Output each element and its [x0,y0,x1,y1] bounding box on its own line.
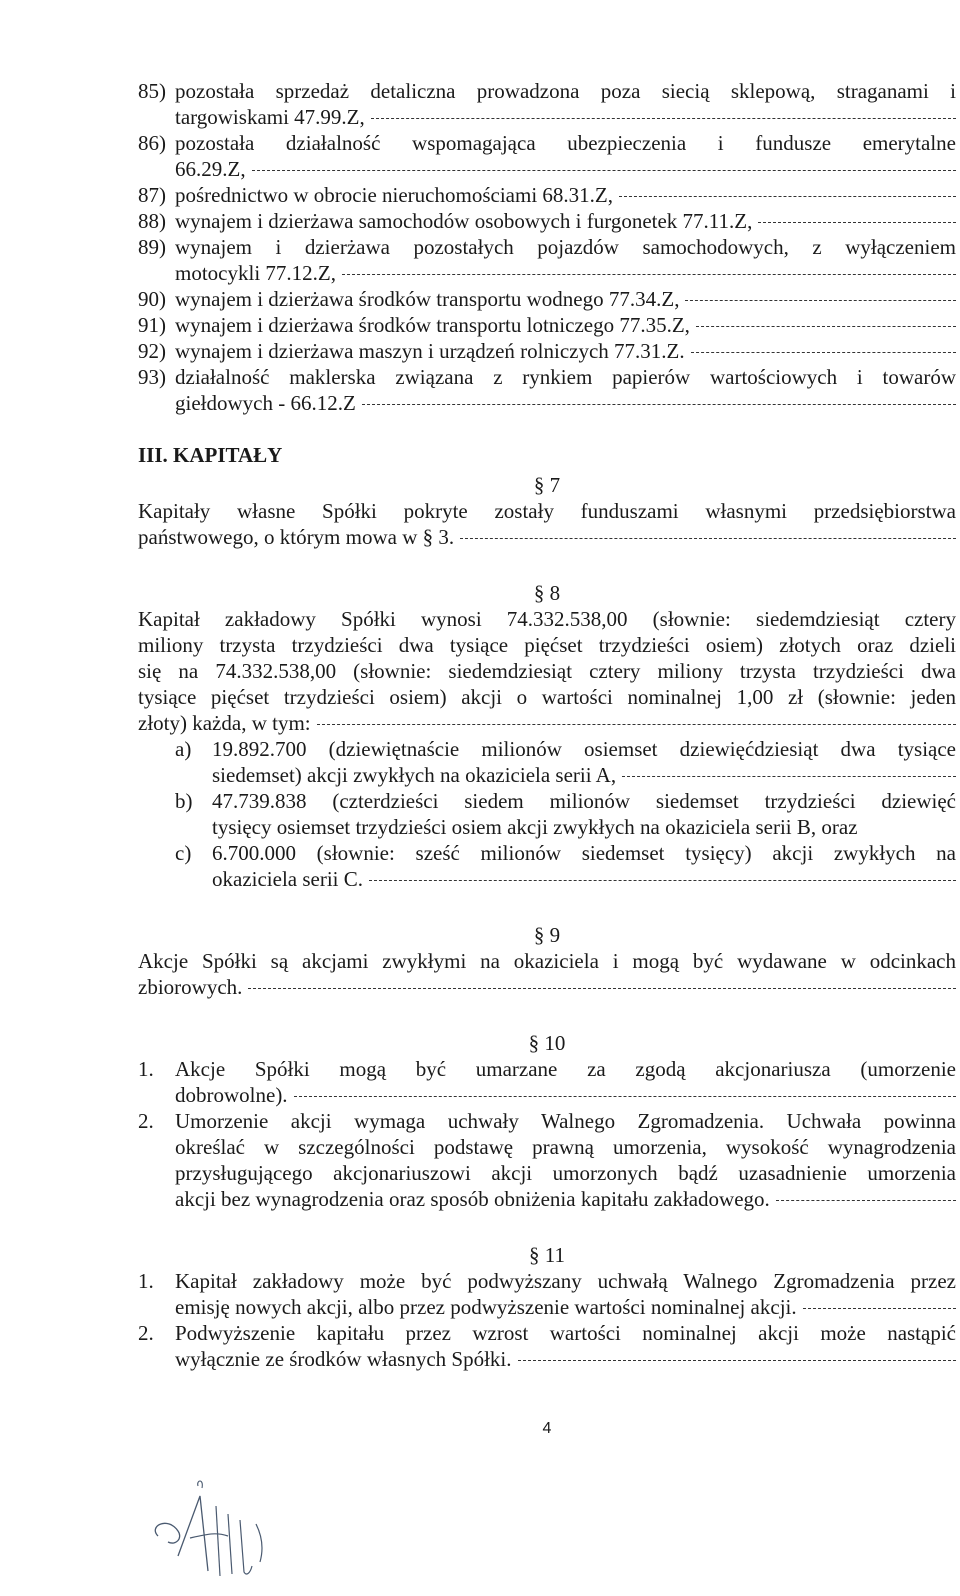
p7-tail: państwowego, o którym mowa w § 3. [138,525,455,549]
p11-text [175,1320,956,1372]
activity-number: 87) [138,183,166,207]
activity-last-line [175,208,956,234]
share-series-tail: tysięcy osiemset trzydzieści osiem akcji zwykłych na okaziciela serii B, oraz [212,815,858,839]
p9-last-line [138,974,956,1000]
p10-item [138,1056,956,1108]
activity-tail: wynajem i dzierżawa maszyn i urządzeń rolniczych 77.31.Z. [175,339,685,363]
activity-last-line [175,104,956,130]
p11-item [138,1268,956,1320]
document-page [138,78,956,1508]
activity-text [175,208,956,234]
dash-filler [369,880,956,881]
activity-item [138,286,956,312]
paragraph-8-share-list [138,736,956,892]
share-series-last-line [212,814,956,840]
activity-tail: wynajem i dzierżawa samochodów osobowych i furgonetek 77.11.Z, [175,209,753,233]
p7-line: Kapitały własne Spółki pokryte zostały funduszami własnymi przedsiębiorstwa [138,499,956,523]
p11-line: Kapitał zakładowy może być podwyższany uchwałą Walnego Zgromadzenia przez [175,1269,956,1293]
p11-label: 2. [138,1321,154,1345]
dash-filler [758,222,956,223]
p8-tail: złoty) każda, w tym: [138,711,311,735]
dash-filler [362,404,956,405]
paragraph-7-text [138,498,956,550]
p11-last-line [175,1346,956,1372]
share-series-last-line [212,866,956,892]
p8-last-line [138,710,956,736]
activity-last-line [175,156,956,182]
p11-line: Podwyższenie kapitału przez wzrost wartości nominalnej akcji może nastąpić [175,1321,956,1345]
activity-number: 92) [138,339,166,363]
activity-number: 85) [138,79,166,103]
activity-text [175,182,956,208]
p8-line: Kapitał zakładowy Spółki wynosi 74.332.538,00 (słownie: siedemdziesiąt cztery [138,607,956,631]
dash-filler [371,118,956,119]
dash-filler [342,274,956,275]
activity-tail: targowiskami 47.99.Z, [175,105,365,129]
activity-last-line [175,182,956,208]
paragraph-7-mark: § 7 [533,473,561,497]
activity-tail: giełdowych - 66.12.Z [175,391,356,415]
activity-item [138,182,956,208]
activity-tail: wynajem i dzierżawa środków transportu wodnego 77.34.Z, [175,287,680,311]
share-series-label: a) [175,737,192,761]
dash-filler [803,1308,956,1309]
activity-number: 93) [138,365,166,389]
p9-tail: zbiorowych. [138,975,243,999]
paragraph-8-mark: § 8 [533,581,561,605]
share-series-line: 47.739.838 (czterdzieści siedem milionów siedemset trzydzieści dziewięć [212,789,956,813]
activity-line: działalność maklerska związana z rynkiem papierów wartościowych i towarów [175,365,956,389]
p8-line: się na 74.332.538,00 (słownie: siedemdziesiąt cztery miliony trzysta trzydzieści dwa [138,659,956,683]
activity-item [138,338,956,364]
p10-line: Umorzenie akcji wymaga uchwały Walnego Zgromadzenia. Uchwała powinna [175,1109,956,1133]
section-heading: III. KAPITAŁY [138,443,283,467]
activity-text [175,286,956,312]
share-series-label: c) [175,841,192,865]
paragraph-11-mark: § 11 [529,1243,565,1267]
activity-tail: wynajem i dzierżawa środków transportu lotniczego 77.35.Z, [175,313,690,337]
p7-last-line [138,524,956,550]
p10-text [175,1056,956,1108]
p10-last-line [175,1186,956,1212]
activity-text [175,312,956,338]
dash-filler [776,1200,956,1201]
activity-last-line [175,390,956,416]
paragraph-8-text [138,606,956,736]
dash-filler [696,326,956,327]
p11-text [175,1268,956,1320]
activity-text [175,78,956,130]
activity-item [138,234,956,286]
activity-tail: 66.29.Z, [175,157,246,181]
dash-filler [685,300,956,301]
dash-filler [619,196,956,197]
activity-item [138,130,956,182]
share-series-text [212,788,956,840]
dash-filler [248,988,956,989]
activity-last-line [175,260,956,286]
activity-item [138,208,956,234]
p10-text [175,1108,956,1212]
dash-filler [252,170,956,171]
paragraph-9-mark: § 9 [533,923,561,947]
p10-item [138,1108,956,1212]
share-series-tail: siedemset) akcji zwykłych na okaziciela serii A, [212,763,617,787]
p10-label: 1. [138,1057,154,1081]
dash-filler [518,1360,956,1361]
activity-list [138,78,956,416]
activity-text [175,338,956,364]
share-series-line: 19.892.700 (dziewiętnaście milionów osiemset dziewięćdziesiąt dwa tysiące [212,737,956,761]
share-series-last-line [212,762,956,788]
p11-label: 1. [138,1269,154,1293]
share-series-label: b) [175,789,193,813]
activity-number: 91) [138,313,166,337]
activity-item [138,78,956,130]
paragraph-10-mark: § 10 [528,1031,566,1055]
p8-line: tysiące pięćset trzydzieści osiem) akcji o wartości nominalnej 1,00 zł (słownie: jeden [138,685,956,709]
dash-filler [317,724,956,725]
activity-item [138,364,956,416]
p9-line: Akcje Spółki są akcjami zwykłymi na okaziciela i mogą być wydawane w odcinkach [138,949,956,973]
p10-line: określać w szczególności podstawę prawną umorzenia, wysokość wynagrodzenia [175,1135,956,1159]
p11-tail: wyłącznie ze środków własnych Spółki. [175,1347,512,1371]
activity-tail: pośrednictwo w obrocie nieruchomościami 68.31.Z, [175,183,613,207]
activity-last-line [175,312,956,338]
share-series-line: 6.700.000 (słownie: sześć milionów siedemset tysięcy) akcji zwykłych na [212,841,956,865]
activity-line: pozostała działalność wspomagająca ubezpieczenia i fundusze emerytalne [175,131,956,155]
p11-last-line [175,1294,956,1320]
share-series-item [138,788,956,840]
dash-filler [691,352,956,353]
share-series-text [212,840,956,892]
activity-line: wynajem i dzierżawa pozostałych pojazdów samochodowych, z wyłączeniem [175,235,956,259]
share-series-item [138,840,956,892]
activity-number: 90) [138,287,166,311]
p11-tail: emisję nowych akcji, albo przez podwyższenie wartości nominalnej akcji. [175,1295,797,1319]
dash-filler [294,1096,956,1097]
paragraph-10-list [138,1056,956,1212]
paragraph-9-text [138,948,956,1000]
activity-number: 86) [138,131,166,155]
p10-tail: dobrowolne). [175,1083,288,1107]
activity-line: pozostała sprzedaż detaliczna prowadzona poza siecią sklepową, straganami i [175,79,956,103]
p8-line: miliony trzysta trzydzieści dwa tysiące pięćset trzydzieści osiem) złotych oraz dzieli [138,633,956,657]
signature-icon [138,1476,288,1596]
dash-filler [460,538,956,539]
dash-filler [622,776,956,777]
page-number: 4 [542,1420,552,1437]
p10-tail: akcji bez wynagrodzenia oraz sposób obniżenia kapitału zakładowego. [175,1187,770,1211]
share-series-item [138,736,956,788]
activity-last-line [175,286,956,312]
p10-line: Akcje Spółki mogą być umarzane za zgodą akcjonariusza (umorzenie [175,1057,956,1081]
activity-text [175,234,956,286]
activity-number: 89) [138,235,166,259]
p11-item [138,1320,956,1372]
activity-item [138,312,956,338]
activity-last-line [175,338,956,364]
share-series-tail: okaziciela serii C. [212,867,364,891]
p10-label: 2. [138,1109,154,1133]
activity-tail: motocykli 77.12.Z, [175,261,336,285]
paragraph-11-list [138,1268,956,1372]
p10-last-line [175,1082,956,1108]
share-series-text [212,736,956,788]
activity-text [175,364,956,416]
activity-number: 88) [138,209,166,233]
p10-line: przysługującego akcjonariuszowi akcji umorzonych bądź uzasadnienie umorzenia [175,1161,956,1185]
activity-text [175,130,956,182]
